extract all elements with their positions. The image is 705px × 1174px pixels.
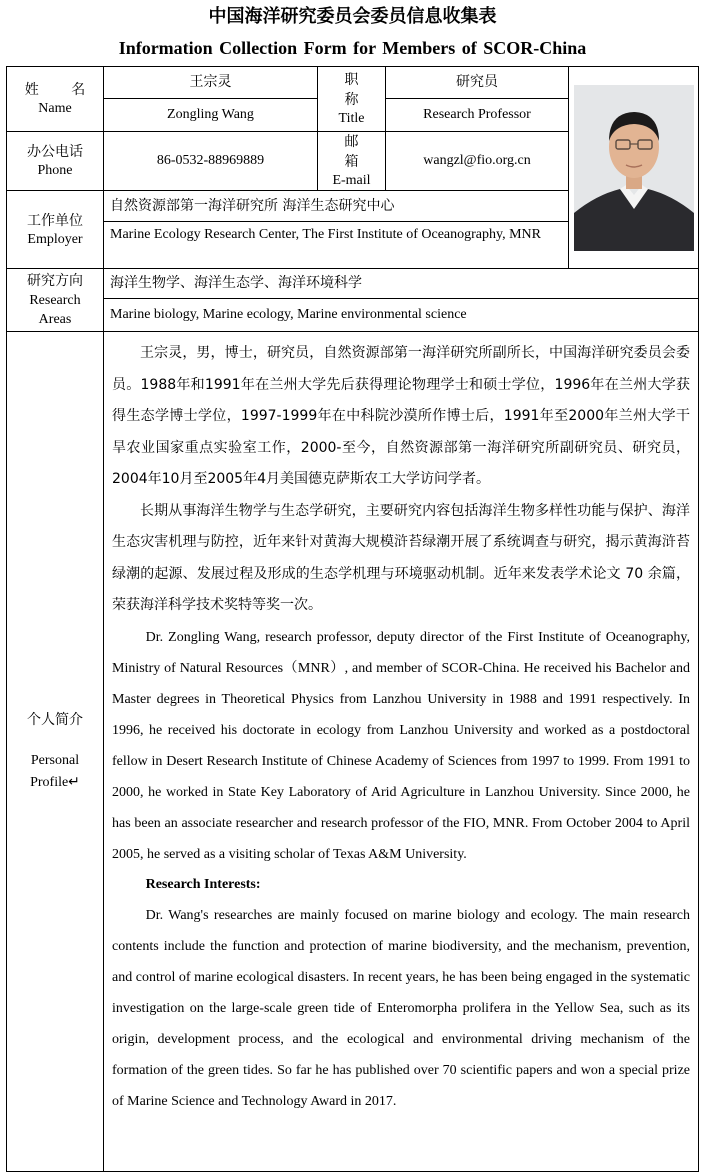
phone-value: 86-0532-88969889 [104,132,318,191]
email-label-cell [318,132,386,191]
employer-label-cn: 工作单位 [27,212,83,229]
profile-label-en-1: Personal [30,752,80,768]
member-photo [574,85,694,251]
research-label-cn: 研究方向 [27,273,83,289]
research-interests-heading: Research Interests: [145,876,261,892]
member-info-table [6,66,699,1172]
employer-label-cell [7,191,104,269]
profile-label-cn: 个人简介 [27,711,83,728]
profile-label-en-2: Profile↵ [30,774,80,790]
research-label-en-1: Research [29,293,81,308]
name-label-cn: 姓 名 [24,82,100,98]
title-value-en: Research Professor [386,98,568,131]
profile-paragraph-en-2: Dr. Wang's researches are mainly focused on marine biology and ecology. The main research contents include the function and protection of marine biodiversity, and the mechanism, prevention, and control of marine ecological disasters. In recent years, he has been being engaged in the systematic investigation on the large-scale green tide of Enteromorpha prolifera in the Yellow Sea, such as its origin, development process, and the ecological and environmental driving mechanism of the formation of the green tides. So far he has published over 70 scientific papers and won a special prize of Marine Science and Technology Award in 2017. [112,907,690,1109]
title-label-cn: 职 称 [344,72,373,108]
title-value-cell [386,67,569,132]
profile-paragraph-en-1: Dr. Zongling Wang, research professor, deputy director of the First Institute of Oceanography, Ministry of Natural Resources（MNR）, and member of SCOR-China. He received his Bachelor and Master degrees in Theoretical Physics from Lanzhou University in 1988 and 1991 respectively. In 1996, he received his doctorate in ecology from Lanzhou University and worked as a postdoctoral fellow in Desert Research Institute of Chinese Academy of Sciences from 1997 to 1999. From 1991 to 2000, he worked in State Key Laboratory of Arid Agriculture in Lanzhou University. Since 2000, he has been an associate researcher and research professor of the FIO, MNR. From October 2004 to April 2005, he served as a visiting scholar of Texas A&M University. [112,629,690,862]
profile-paragraph-cn-2: 长期从事海洋生物学与生态学研究，主要研究内容包括海洋生物多样性功能与保护、海洋生态灾害机理与防控，近年来针对黄海大规模浒苔绿潮开展了系统调查与研究，揭示黄海浒苔绿潮的起源、发展过程及形成的生态学机理与环境驱动机制。近年来发表学术论文 70 余篇，荣获海洋科学技术奖特等奖一次。 [112,502,690,613]
profile-paragraph-cn-1: 王宗灵，男，博士，研究员，自然资源部第一海洋研究所副所长，中国海洋研究委员会委员。1988年和1991年在兰州大学先后获得理论物理学士和硕士学位，1996年在兰州大学获得生态学博士学位，1997-1999年在中科院沙漠所作博士后，1991年至2000年兰州大学干旱农业国家重点实验室工作，2000-至今，自然资源部第一海洋研究所副研究员、研究员，2004年10月至2005年4月美国德克萨斯农工大学访问学者。 [112,345,690,487]
research-label-cell [7,269,104,332]
phone-label-cn: 办公电话 [27,144,83,160]
employer-value-cn: 自然资源部第一海洋研究所 海洋生态研究中心 [110,198,395,214]
email-label-en: E-mail [332,173,371,188]
profile-body-cell [104,332,699,1172]
profile-label-cell [7,332,104,1172]
email-label-cn: 邮 箱 [344,134,373,170]
research-label-en-2: Areas [38,312,72,327]
research-value-cn: 海洋生物学、海洋生态学、海洋环境科学 [110,275,362,291]
portrait-image [574,85,694,251]
phone-label-en: Phone [37,163,73,178]
employer-value-en: Marine Ecology Research Center, The First Institute of Oceanography, MNR [104,221,568,244]
form-title-english: Information Collection Form for Members of SCOR-China [118,38,587,58]
employer-value-cell [104,191,569,269]
name-label-en: Name [38,101,72,116]
email-value: wangzl@fio.org.cn [386,132,569,191]
employer-label-en: Employer [27,231,83,247]
form-title-chinese: 中国海洋研究委员会委员信息收集表 [208,6,497,27]
title-value-cn: 研究员 [456,74,498,90]
phone-label-cell [7,132,104,191]
research-value-en: Marine biology, Marine ecology, Marine environmental science [104,298,698,331]
photo-cell [569,67,699,269]
name-label-cell [7,67,104,132]
name-value-cn: 王宗灵 [189,74,232,90]
name-value-cell [104,67,318,132]
title-label-cell [318,67,386,132]
name-value-en: Zongling Wang [104,98,317,131]
title-label-en: Title [338,111,365,126]
profile-body [104,332,698,1125]
research-value-cell [104,269,699,332]
